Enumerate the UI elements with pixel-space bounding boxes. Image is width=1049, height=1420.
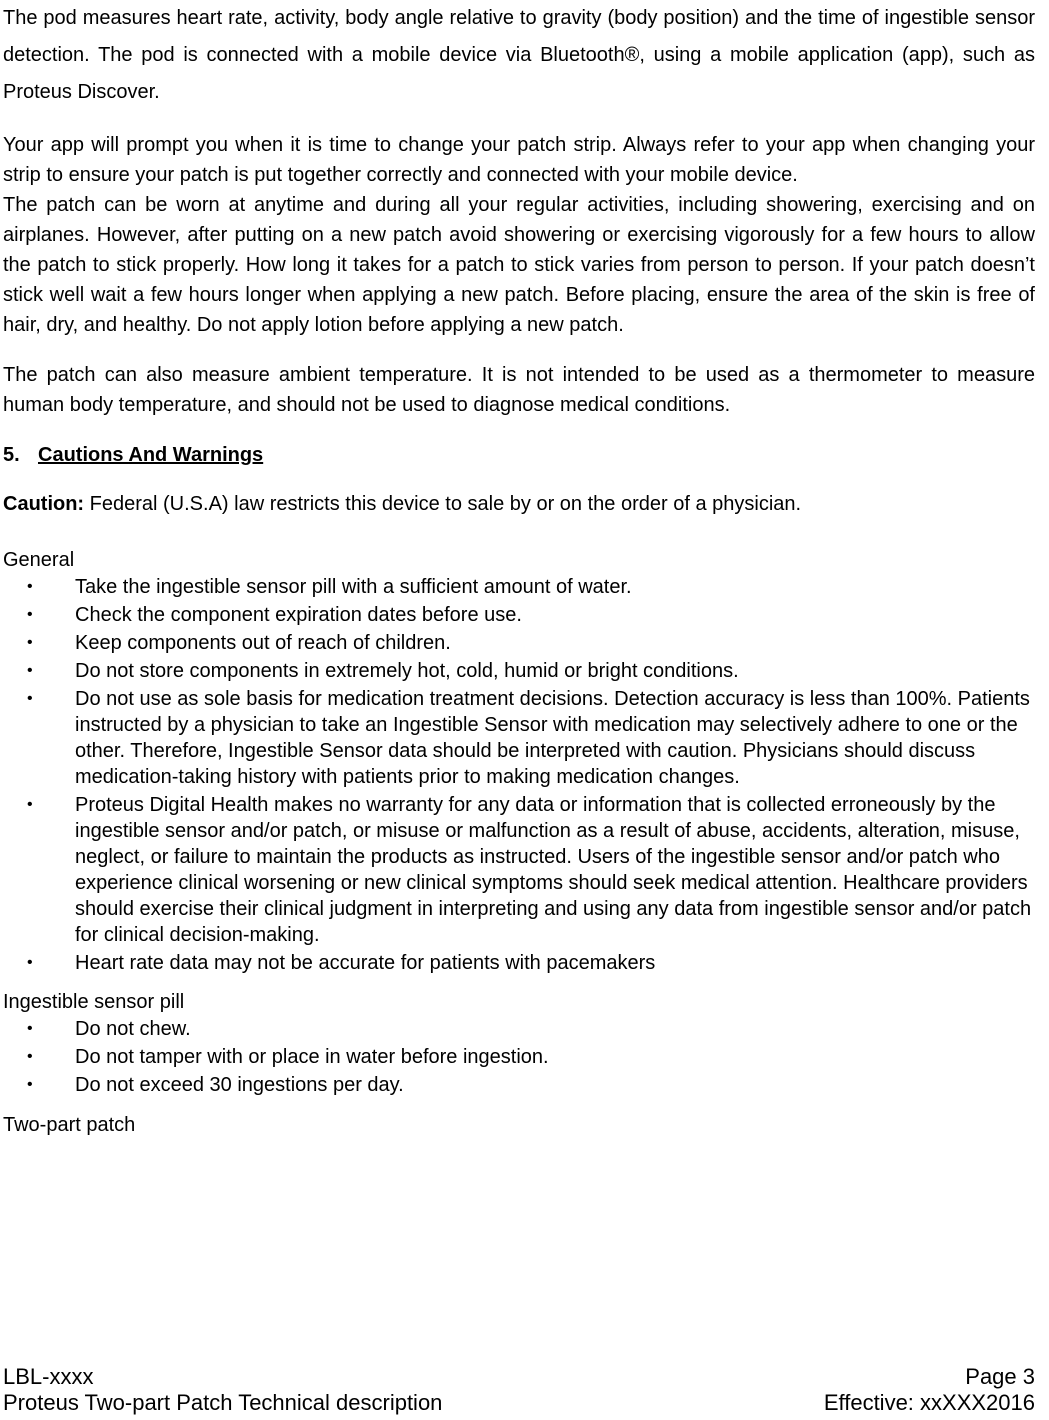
bullet-icon: • [27, 1020, 33, 1037]
section-heading [3, 440, 1035, 470]
page-footer [3, 1364, 1035, 1416]
paragraph-temperature: The patch can also measure ambient temperature. It is not intended to be used as a thermometer to measure human body temperature, and should not be used to diagnose medical conditions. [3, 364, 1035, 416]
general-heading: General [3, 549, 75, 571]
list-item: • Do not use as sole basis for medication treatment decisions. Detection accuracy is less than 100%. Patients instructed by a physician to take an Ingestible Sensor with medication may selectively adhere to one or the other. Therefore, Ingestible Sensor data should be interpreted with caution. Physicians should discuss medication-taking history with patients prior to making medication changes. [27, 688, 1030, 788]
section-title: Cautions And Warnings [38, 444, 264, 466]
list-item: • Heart rate data may not be accurate for patients with pacemakers [27, 952, 656, 974]
list-item: • Do not exceed 30 ingestions per day. [27, 1074, 404, 1096]
bullet-icon: • [27, 954, 33, 971]
caution-label: Caution: [3, 493, 85, 515]
list-item: • Keep components out of reach of children. [27, 632, 451, 654]
caution-statement [3, 489, 1035, 519]
bullet-icon: • [27, 690, 33, 707]
general-list [3, 574, 1035, 976]
paragraph-pod-description: The pod measures heart rate, activity, body angle relative to gravity (body position) and the time of ingestible sensor detection. The pod is connected with a mobile device via Bluetooth®, using a mobile application (app), such as Proteus Discover. [3, 7, 1035, 103]
footer-effective-date: Effective: xxXXX2016 [823, 1390, 1035, 1415]
bullet-icon: • [27, 634, 33, 651]
document-page [3, 0, 1035, 1139]
ingestible-heading: Ingestible sensor pill [3, 991, 185, 1013]
list-item: • Take the ingestible sensor pill with a sufficient amount of water. [27, 576, 632, 598]
section-number: 5. [3, 444, 20, 466]
list-item: • Proteus Digital Health makes no warranty for any data or information that is collected erroneously by the ingestible sensor and/or patch, or misuse or malfunction as a result of abuse, accidents, alteration, misuse, neglect, or failure to maintain the products as instructed. Users of the ingestible sensor and/or patch who experience clinical worsening or new clinical symptoms should seek medical attention. Healthcare providers should exercise their clinical judgment in interpreting and using any data from ingestible sensor and/or patch for clinical decision-making. [27, 794, 1032, 946]
footer-page-number: Page 3 [965, 1364, 1035, 1389]
footer-label-id: LBL-xxxx [3, 1364, 94, 1389]
list-item: • Check the component expiration dates before use. [27, 604, 522, 626]
list-item: • Do not store components in extremely hot, cold, humid or bright conditions. [27, 660, 739, 682]
two-part-patch-heading: Two-part patch [3, 1114, 136, 1136]
bullet-icon: • [27, 796, 33, 813]
bullet-icon: • [27, 1076, 33, 1093]
bullet-icon: • [27, 578, 33, 595]
bullet-icon: • [27, 606, 33, 623]
bullet-icon: • [27, 1048, 33, 1065]
footer-document-title: Proteus Two-part Patch Technical description [3, 1390, 443, 1415]
ingestible-list [3, 1016, 1035, 1098]
paragraph-wearing-patch: The patch can be worn at anytime and during all your regular activities, including showering, exercising and on airplanes. However, after putting on a new patch avoid showering or exercising vigorously for a few hours to allow the patch to stick properly. How long it takes for a patch to stick varies from person to person. If your patch doesn’t stick well wait a few hours longer when applying a new patch. Before placing, ensure the area of the skin is free of hair, dry, and healthy. Do not apply lotion before applying a new patch. [3, 194, 1035, 336]
paragraph-change-strip: Your app will prompt you when it is time to change your patch strip. Always refer to your app when changing your strip to ensure your patch is put together correctly and connected with your mobile device. [3, 134, 1035, 186]
caution-text: Federal (U.S.A) law restricts this device to sale by or on the order of a physician. [84, 493, 802, 515]
bullet-icon: • [27, 662, 33, 679]
list-item: • Do not tamper with or place in water before ingestion. [27, 1046, 549, 1068]
list-item: • Do not chew. [27, 1018, 191, 1040]
